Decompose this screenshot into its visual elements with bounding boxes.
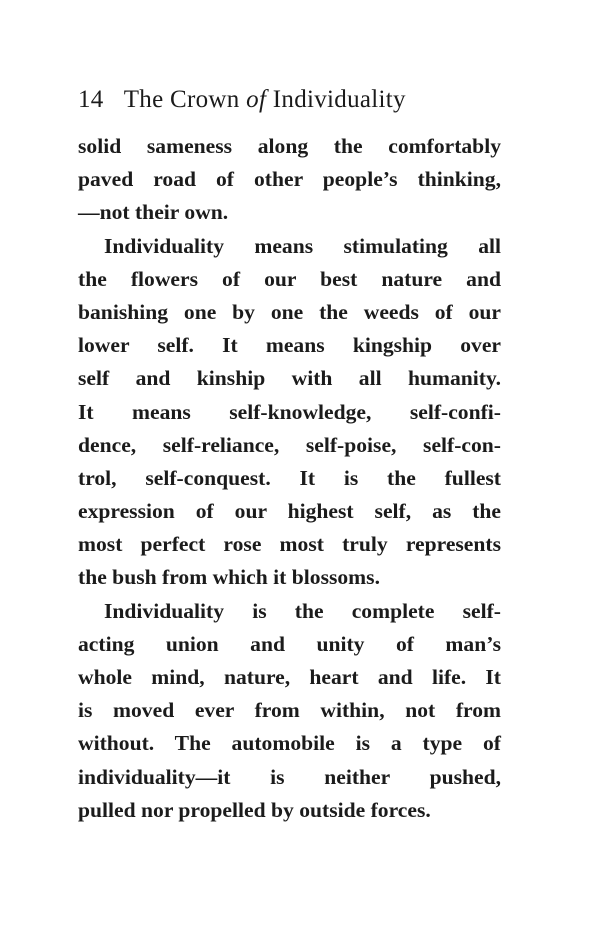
paragraph-2 xyxy=(78,230,501,595)
text-line: individuality—it is neither pushed, xyxy=(78,764,501,789)
text-line: banishing one by one the weeds of our xyxy=(78,299,501,324)
text-line: —not their own. xyxy=(78,200,229,225)
text-line: is moved ever from within, not from xyxy=(78,698,501,723)
text-line: whole mind, nature, heart and life. It xyxy=(78,665,501,689)
paragraph-1 xyxy=(78,130,501,230)
running-title-of: of xyxy=(246,86,267,113)
text-line: without. The automobile is a type of xyxy=(78,731,501,756)
running-title-part1: The Crown xyxy=(123,86,240,113)
text-line: Individuality means stimulating all xyxy=(104,233,501,258)
running-head xyxy=(78,86,406,114)
body-text xyxy=(78,130,501,827)
text-line: self and kinship with all humanity. xyxy=(78,366,501,391)
text-line: the flowers of our best nature and xyxy=(78,266,501,291)
text-line: lower self. It means kingship over xyxy=(78,333,501,358)
text-line: Individuality is the complete self- xyxy=(104,598,501,623)
text-line: acting union and unity of man’s xyxy=(78,631,501,656)
text-line: dence, self-reliance, self-poise, self-con- xyxy=(78,432,501,457)
running-title-part2: Individuality xyxy=(272,86,406,113)
text-line: the bush from which it blossoms. xyxy=(78,565,380,590)
text-line: most perfect rose most truly represents xyxy=(78,532,501,557)
text-line: trol, self-conquest. It is the fullest xyxy=(78,465,501,490)
text-line: paved road of other people’s thinking, xyxy=(78,167,501,192)
text-line: expression of our highest self, as the xyxy=(78,499,501,524)
text-line: solid sameness along the comfortably xyxy=(78,134,501,158)
paragraph-3 xyxy=(78,595,501,827)
text-line: pulled nor propelled by outside forces. xyxy=(78,797,431,822)
page-number: 14 xyxy=(78,86,104,113)
text-line: It means self-knowledge, self-confi- xyxy=(78,399,501,424)
